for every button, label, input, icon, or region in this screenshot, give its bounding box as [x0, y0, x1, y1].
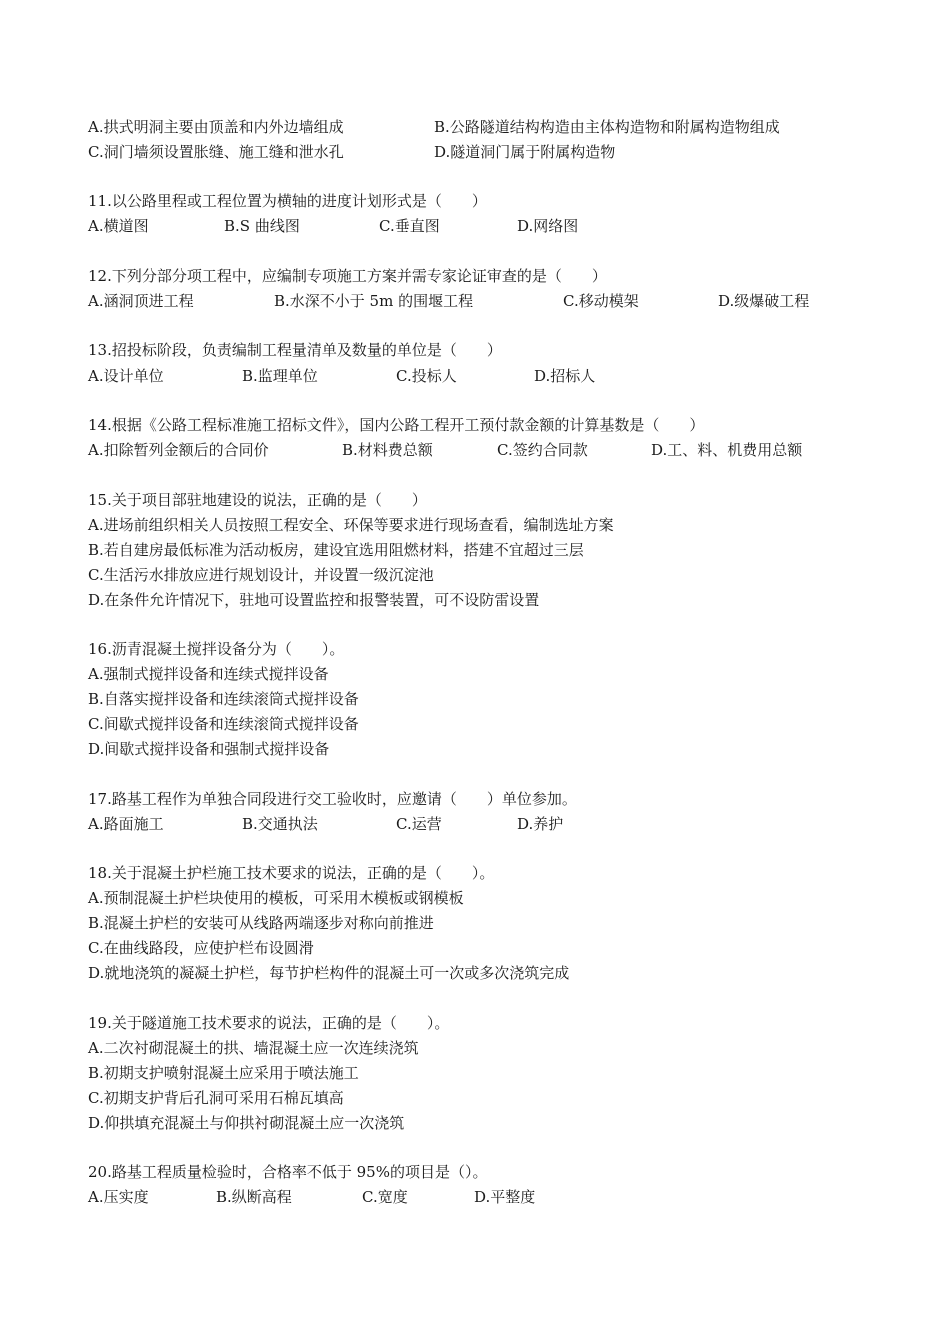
q17-option-b: B.交通执法	[242, 815, 318, 833]
q14-option-c: C.签约合同款	[497, 441, 588, 459]
q13-option-c: C.投标人	[396, 367, 457, 385]
q10-option-d: D.隧道洞门属于附属构造物	[434, 143, 616, 161]
question-15-stem: 15.关于项目部驻地建设的说法，正确的是（ ）	[88, 491, 427, 509]
q19-option-a: A.二次衬砌混凝土的拱、墙混凝土应一次连续浇筑	[88, 1039, 419, 1057]
q20-option-b: B.纵断高程	[216, 1188, 292, 1206]
question-16-stem: 16.沥青混凝土搅拌设备分为（ ）。	[88, 640, 345, 658]
q15-option-b: B.若自建房最低标准为活动板房，建设宜选用阻燃材料，搭建不宜超过三层	[88, 541, 584, 559]
q16-option-c: C.间歇式搅拌设备和连续滚筒式搅拌设备	[88, 715, 359, 733]
q20-option-d: D.平整度	[474, 1188, 536, 1206]
q17-option-c: C.运营	[396, 815, 442, 833]
q15-option-a: A.进场前组织相关人员按照工程安全、环保等要求进行现场查看，编制选址方案	[88, 516, 614, 534]
q17-option-d: D.养护	[517, 815, 564, 833]
question-13-stem: 13.招投标阶段，负责编制工程量清单及数量的单位是（ ）	[88, 341, 502, 359]
q11-option-b: B.S 曲线图	[224, 217, 300, 235]
question-18-stem: 18.关于混凝土护栏施工技术要求的说法，正确的是（ ）。	[88, 864, 495, 882]
question-12-stem: 12.下列分部分项工程中，应编制专项施工方案并需专家论证审查的是（ ）	[88, 267, 607, 285]
q12-option-a: A.涵洞顶进工程	[88, 292, 194, 310]
q16-option-d: D.间歇式搅拌设备和强制式搅拌设备	[88, 740, 330, 758]
q19-option-d: D.仰拱填充混凝土与仰拱衬砌混凝土应一次浇筑	[88, 1114, 405, 1132]
q19-option-c: C.初期支护背后孔洞可采用石棉瓦填高	[88, 1089, 344, 1107]
q20-option-c: C.宽度	[362, 1188, 408, 1206]
q19-option-b: B.初期支护喷射混凝土应采用于喷法施工	[88, 1064, 359, 1082]
q12-option-c: C.移动模架	[563, 292, 639, 310]
q13-option-a: A.设计单位	[88, 367, 164, 385]
q13-option-b: B.监理单位	[242, 367, 318, 385]
q11-option-a: A.横道图	[88, 217, 149, 235]
q18-option-c: C.在曲线路段，应使护栏布设圆滑	[88, 939, 314, 957]
q12-option-d: D.级爆破工程	[718, 292, 810, 310]
question-11-stem: 11.以公路里程或工程位置为横轴的进度计划形式是（ ）	[88, 192, 487, 210]
q11-option-d: D.网络图	[517, 217, 579, 235]
question-14-stem: 14.根据《公路工程标准施工招标文件》，国内公路工程开工预付款金额的计算基数是（ ）	[88, 416, 705, 434]
q16-option-a: A.强制式搅拌设备和连续式搅拌设备	[88, 665, 329, 683]
q13-option-d: D.招标人	[534, 367, 596, 385]
q12-option-b: B.水深不小于 5m 的围堰工程	[274, 292, 474, 310]
q15-option-c: C.生活污水排放应进行规划设计，并设置一级沉淀池	[88, 566, 434, 584]
q20-option-a: A.压实度	[88, 1188, 149, 1206]
q16-option-b: B.自落实搅拌设备和连续滚筒式搅拌设备	[88, 690, 359, 708]
q14-option-a: A.扣除暂列金额后的合同价	[88, 441, 269, 459]
q18-option-b: B.混凝土护栏的安装可从线路两端逐步对称向前推进	[88, 914, 434, 932]
q10-option-c: C.洞门墙须设置胀缝、施工缝和泄水孔	[88, 143, 344, 161]
q14-option-b: B.材料费总额	[342, 441, 433, 459]
q18-option-a: A.预制混凝土护栏块使用的模板，可采用木模板或钢模板	[88, 889, 464, 907]
q10-option-a: A.拱式明洞主要由顶盖和内外边墙组成	[88, 118, 344, 136]
q10-option-b: B.公路隧道结构构造由主体构造物和附属构造物组成	[434, 118, 780, 136]
q18-option-d: D.就地浇筑的凝凝土护栏，每节护栏构件的混凝土可一次或多次浇筑完成	[88, 964, 570, 982]
q14-option-d: D.工、料、机费用总额	[651, 441, 803, 459]
question-17-stem: 17.路基工程作为单独合同段进行交工验收时，应邀请（ ）单位参加。	[88, 790, 577, 808]
q15-option-d: D.在条件允许情况下，驻地可设置监控和报警装置，可不设防雷设置	[88, 591, 540, 609]
q17-option-a: A.路面施工	[88, 815, 164, 833]
question-19-stem: 19.关于隧道施工技术要求的说法，正确的是（ ）。	[88, 1014, 450, 1032]
question-20-stem: 20.路基工程质量检验时，合格率不低于 95%的项目是（）。	[88, 1163, 488, 1181]
q11-option-c: C.垂直图	[379, 217, 440, 235]
